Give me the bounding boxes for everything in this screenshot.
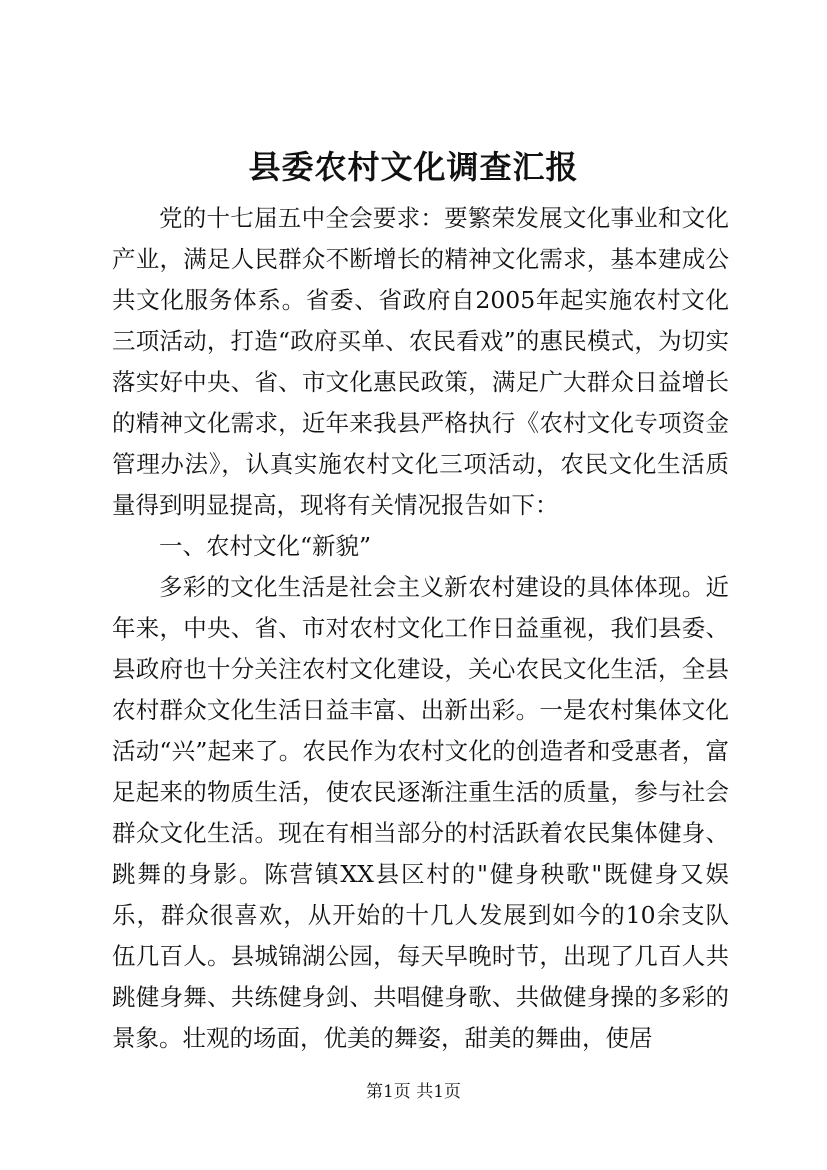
section-paragraph: 多彩的文化生活是社会主义新农村建设的具体体现。近年来，中央、省、市对农村文化工作日益重视，我们县委、县政府也十分关注农村文化建设，关心农民文化生活，全县农村群众文化生活日益丰富、出新出彩。一是农村集体文化活动“兴”起来了。农民作为农村文化的创造者和受惠者，富足起来的物质生活，使农民逐渐注重生活的质量，参与社会群众文化生活。现在有相当部分的村活跃着农民集体健身、跳舞的身影。陈营镇XX县区村的"健身秧歌"既健身又娱乐，群众很喜欢，从开始的十几人发展到如今的10余支队伍几百人。县城锦湖公园，每天早晚时节，出现了几百人共跳健身舞、共练健身剑、共唱健身歌、共做健身操的多彩的景象。壮观的场面，优美的舞姿，甜美的舞曲，使居 — [112, 573, 729, 1052]
document-title: 县委农村文化调查汇报 — [248, 148, 579, 186]
section-heading: 一、农村文化“新貌” — [159, 532, 372, 560]
intro-paragraph: 党的十七届五中全会要求：要繁荣发展文化事业和文化产业，满足人民群众不断增长的精神文化需求，基本建成公共文化服务体系。省委、省政府自2005年起实施农村文化三项活动，打造“政府买单、农民看戏”的惠民模式，为切实落实好中央、省、市文化惠民政策，满足广大群众日益增长的精神文化需求，近年来我县严格执行《农村文化专项资金管理办法》，认真实施农村文化三项活动，农民文化生活质量得到明显提高，现将有关情况报告如下： — [112, 204, 729, 519]
document-body — [112, 198, 729, 1059]
page-footer: 第1页 共1页 — [365, 1082, 462, 1102]
